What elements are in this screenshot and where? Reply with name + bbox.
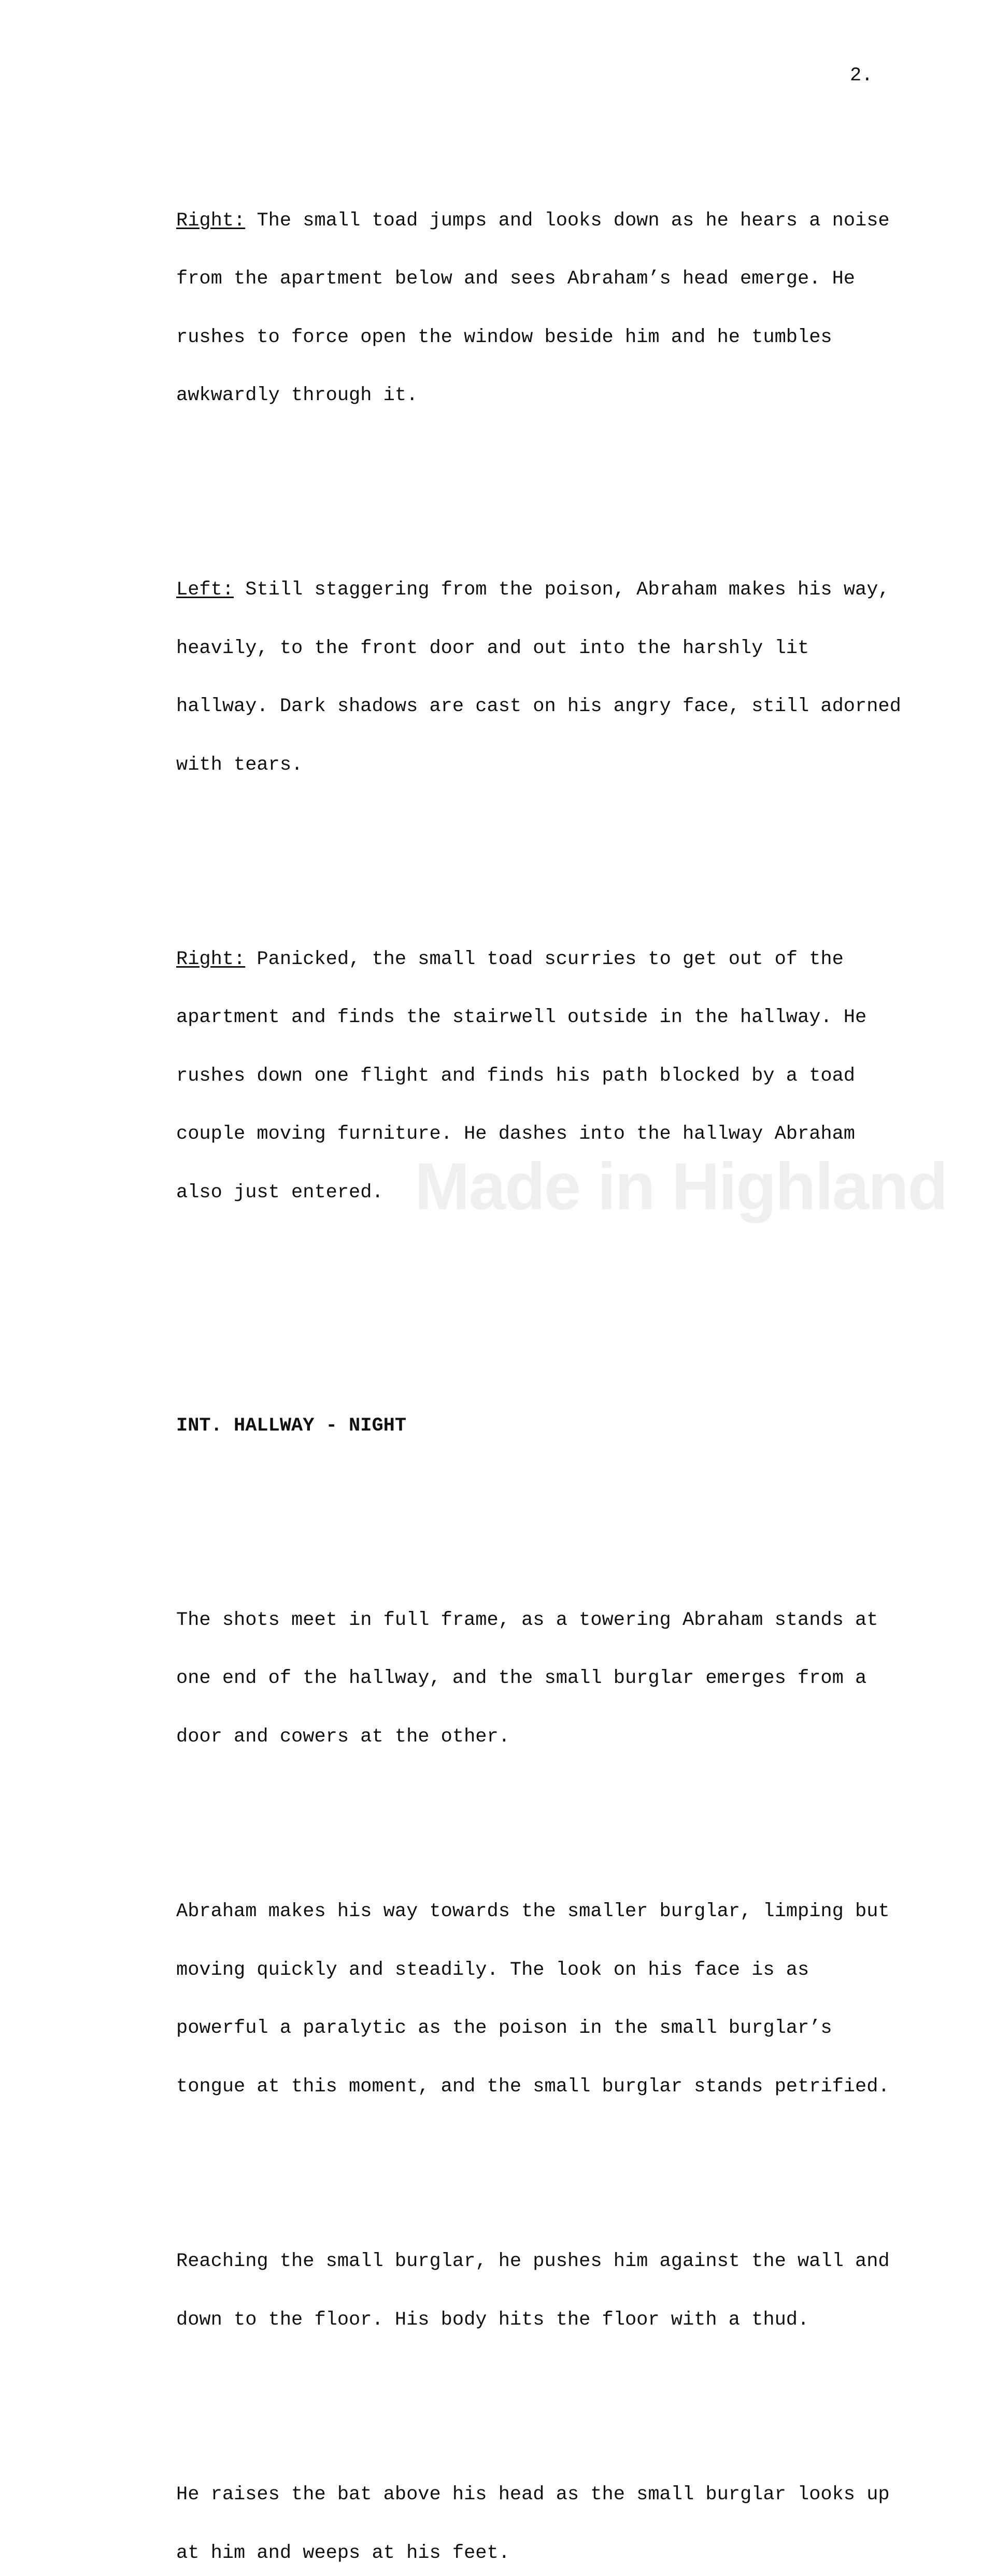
action-paragraph [176,2446,912,2576]
watermark: Made in Highland [415,1150,947,1224]
text-line: Right: The small toad jumps and looks down as he hears a noise [176,209,890,232]
text-line: powerful a paralytic as the poison in the small burglar’s [176,2017,832,2039]
text-line: door and cowers at the other. [176,1725,510,1748]
text-line: He raises the bat above his head as the small burglar looks up [176,2484,890,2506]
text-line: Left: Still staggering from the poison, Abraham makes his way, [176,579,890,601]
action-paragraph [176,1863,912,2135]
text-line: moving quickly and steadily. The look on his face is as [176,1959,809,1981]
scene-heading: INT. HALLWAY - NIGHT [176,1414,407,1437]
text-line: down to the floor. His body hits the floor with a thud. [176,2309,809,2331]
text-line: Reaching the small burglar, he pushes him against the wall and [176,2251,890,2272]
text-line: hallway. Dark shadows are cast on his angry face, still adorned [176,696,901,717]
text-line: with tears. [176,754,303,776]
shot-label: Right: [176,948,246,970]
text-line: from the apartment below and sees Abraham’s head emerge. He [176,268,856,290]
text-line: heavily, to the front door and out into the harshly lit [176,637,809,659]
shot-label: Right: [176,209,246,232]
action-paragraph [176,173,912,445]
text-line: couple moving furniture. He dashes into the hallway Abraham [176,1123,856,1145]
text-line: apartment and finds the stairwell outside in the hallway. He [176,1007,867,1028]
script-body [176,114,912,2576]
action-paragraph [176,542,912,814]
text-line: rushes down one flight and finds his path blocked by a toad [176,1065,856,1087]
action-paragraph [176,1572,912,1786]
text-line: awkwardly through it. [176,385,418,406]
text-line: Right: Panicked, the small toad scurries to get out of the [176,948,844,970]
text-line: rushes to force open the window beside him and he tumbles [176,326,832,348]
text-line: also just entered. [176,1181,383,1204]
shot-label: Left: [176,579,234,601]
text-line: at him and weeps at his feet. [176,2542,510,2564]
text-line: The shots meet in full frame, as a towering Abraham stands at [176,1609,878,1631]
text-line: tongue at this moment, and the small burglar stands petrified. [176,2075,890,2098]
page-number: 2. [850,65,873,87]
text-line: Abraham makes his way towards the smaller burglar, limping but [176,1901,890,1922]
text-line: one end of the hallway, and the small burglar emerges from a [176,1667,867,1689]
action-paragraph [176,2213,912,2369]
